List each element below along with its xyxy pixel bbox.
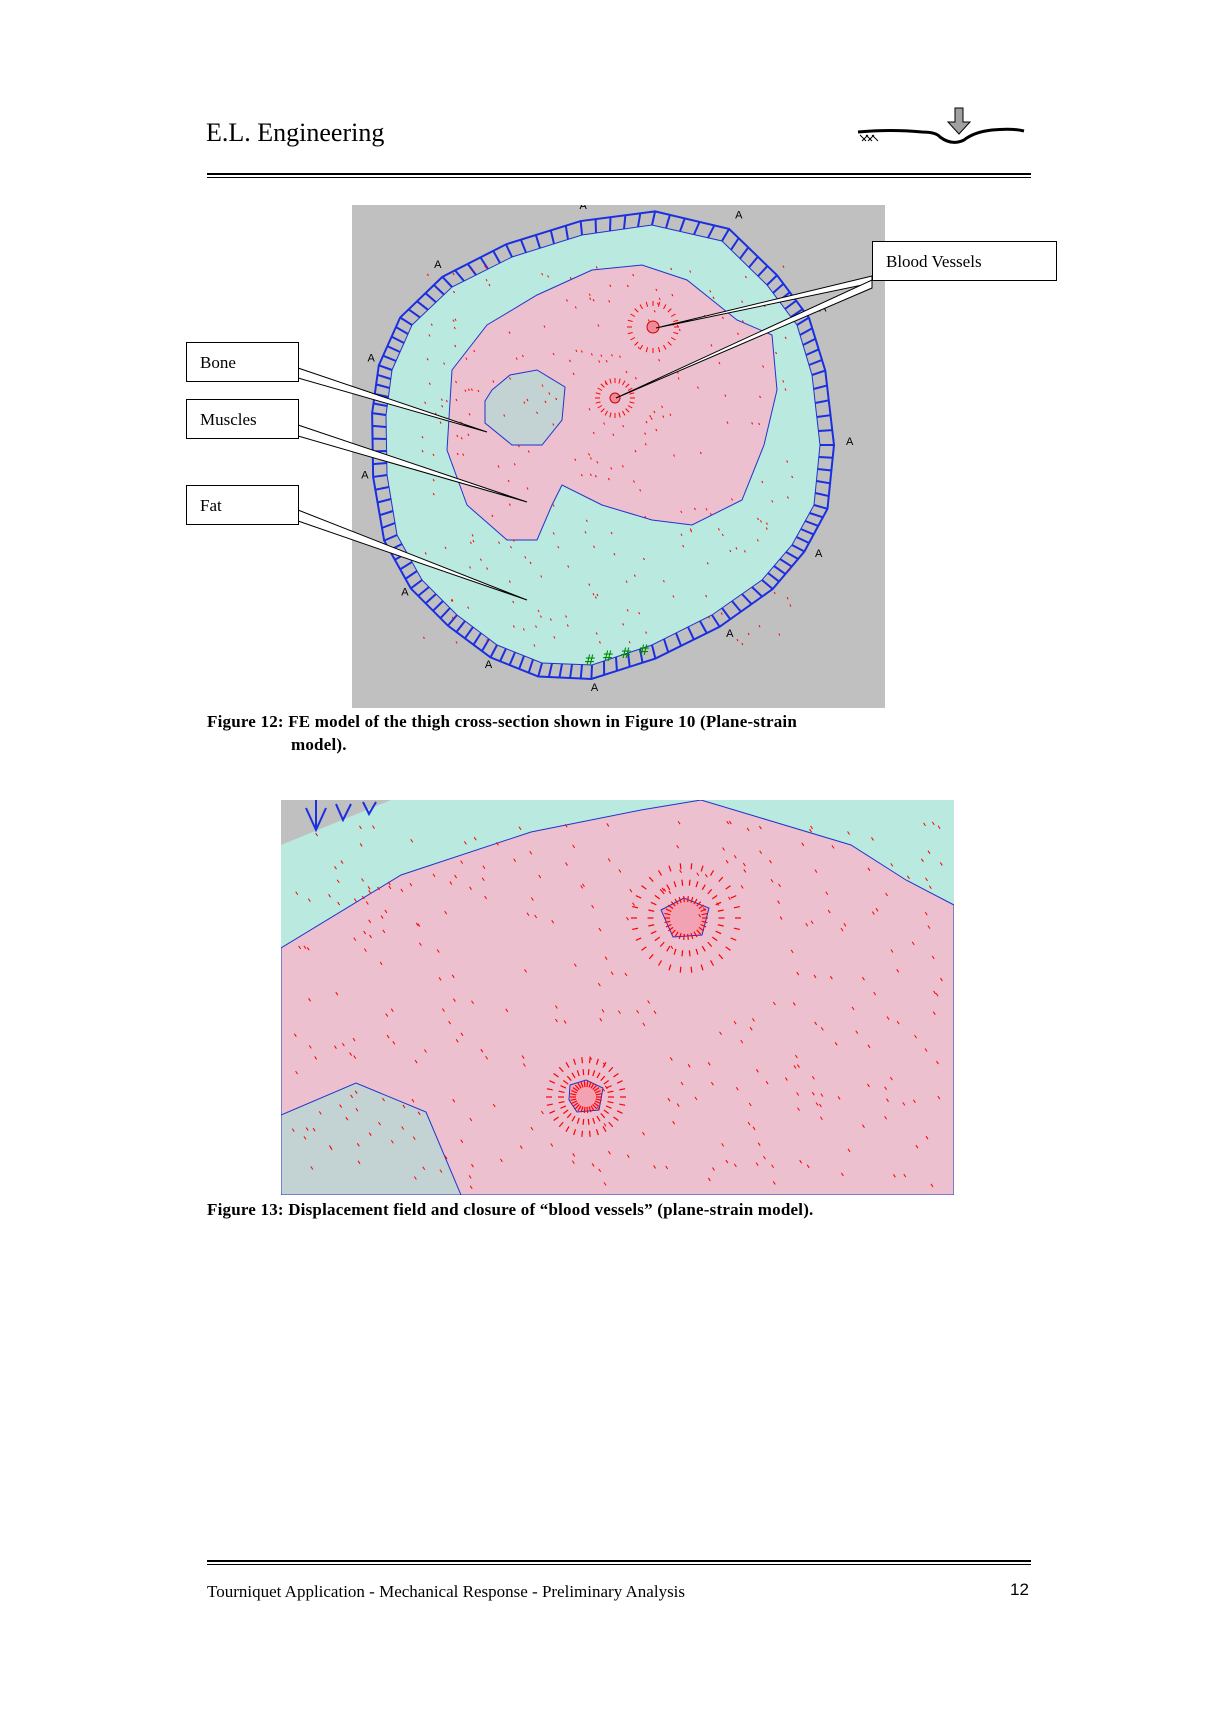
page-number: 12 xyxy=(1010,1580,1029,1599)
support-marker: # xyxy=(638,643,650,659)
callout-blood-vessels: Blood Vessels xyxy=(872,241,1057,281)
callout-leader-lines xyxy=(0,0,1222,800)
displacement-vector xyxy=(691,967,692,973)
displacement-vector xyxy=(590,1131,591,1137)
load-marker-label: A xyxy=(401,586,409,599)
displacement-vector xyxy=(583,1119,584,1125)
figure-13-caption: Figure 13: Displacement field and closure of “blood vessels” (plane-strain model). xyxy=(207,1200,814,1219)
load-marker-label: A xyxy=(434,259,442,272)
displacement-vector xyxy=(682,880,683,886)
callout-bone: Bone xyxy=(186,342,299,382)
displacement-vector xyxy=(582,1057,583,1063)
load-marker-label: A xyxy=(815,548,823,561)
displacement-vector xyxy=(587,1107,588,1113)
displacement-vector xyxy=(689,950,690,956)
displacement-vector xyxy=(584,1081,585,1087)
support-marker: # xyxy=(584,653,596,669)
displacement-vector xyxy=(682,950,683,956)
displacement-vector xyxy=(588,1119,589,1125)
load-marker-label: A xyxy=(361,469,369,482)
header-title: E.L. Engineering xyxy=(206,118,385,147)
support-marker: # xyxy=(620,646,632,662)
load-marker-label: A xyxy=(579,205,587,213)
displacement-vector xyxy=(688,934,689,940)
figure-12-caption xyxy=(207,710,922,756)
footer-rule xyxy=(207,1560,1031,1562)
figure-13-displacement-field xyxy=(281,800,954,1195)
footer-text: Tourniquet Application - Mechanical Response - Preliminary Analysis xyxy=(207,1582,686,1601)
displacement-vector xyxy=(691,863,692,869)
load-marker-label: A xyxy=(367,352,375,365)
displacement-vector xyxy=(582,1131,583,1137)
load-marker-label: A xyxy=(726,627,734,640)
load-marker-label: A xyxy=(735,209,743,222)
callout-muscles: Muscles xyxy=(186,399,299,439)
displacement-vector xyxy=(684,896,685,902)
displacement-vector xyxy=(680,863,681,869)
displacement-vector xyxy=(680,967,681,973)
displacement-vector xyxy=(584,1107,585,1113)
load-marker-label: A xyxy=(590,681,599,694)
support-marker: # xyxy=(602,649,614,665)
footer-rule-thin xyxy=(207,1564,1031,1565)
load-marker-label: A xyxy=(484,659,493,672)
displacement-vector xyxy=(587,1081,588,1087)
callout-fat: Fat xyxy=(186,485,299,525)
figure-12-caption-line1: Figure 12: FE model of the thigh cross-section shown in Figure 10 (Plane-strain xyxy=(207,712,798,731)
displacement-vector xyxy=(688,896,689,902)
figure-12-caption-line2: model). xyxy=(291,735,347,754)
displacement-vector xyxy=(684,934,685,940)
displacement-vector xyxy=(588,1069,589,1075)
displacement-vector xyxy=(689,880,690,886)
displacement-vector xyxy=(590,1057,591,1063)
load-marker-label: A xyxy=(846,436,854,448)
displacement-vector xyxy=(583,1069,584,1075)
